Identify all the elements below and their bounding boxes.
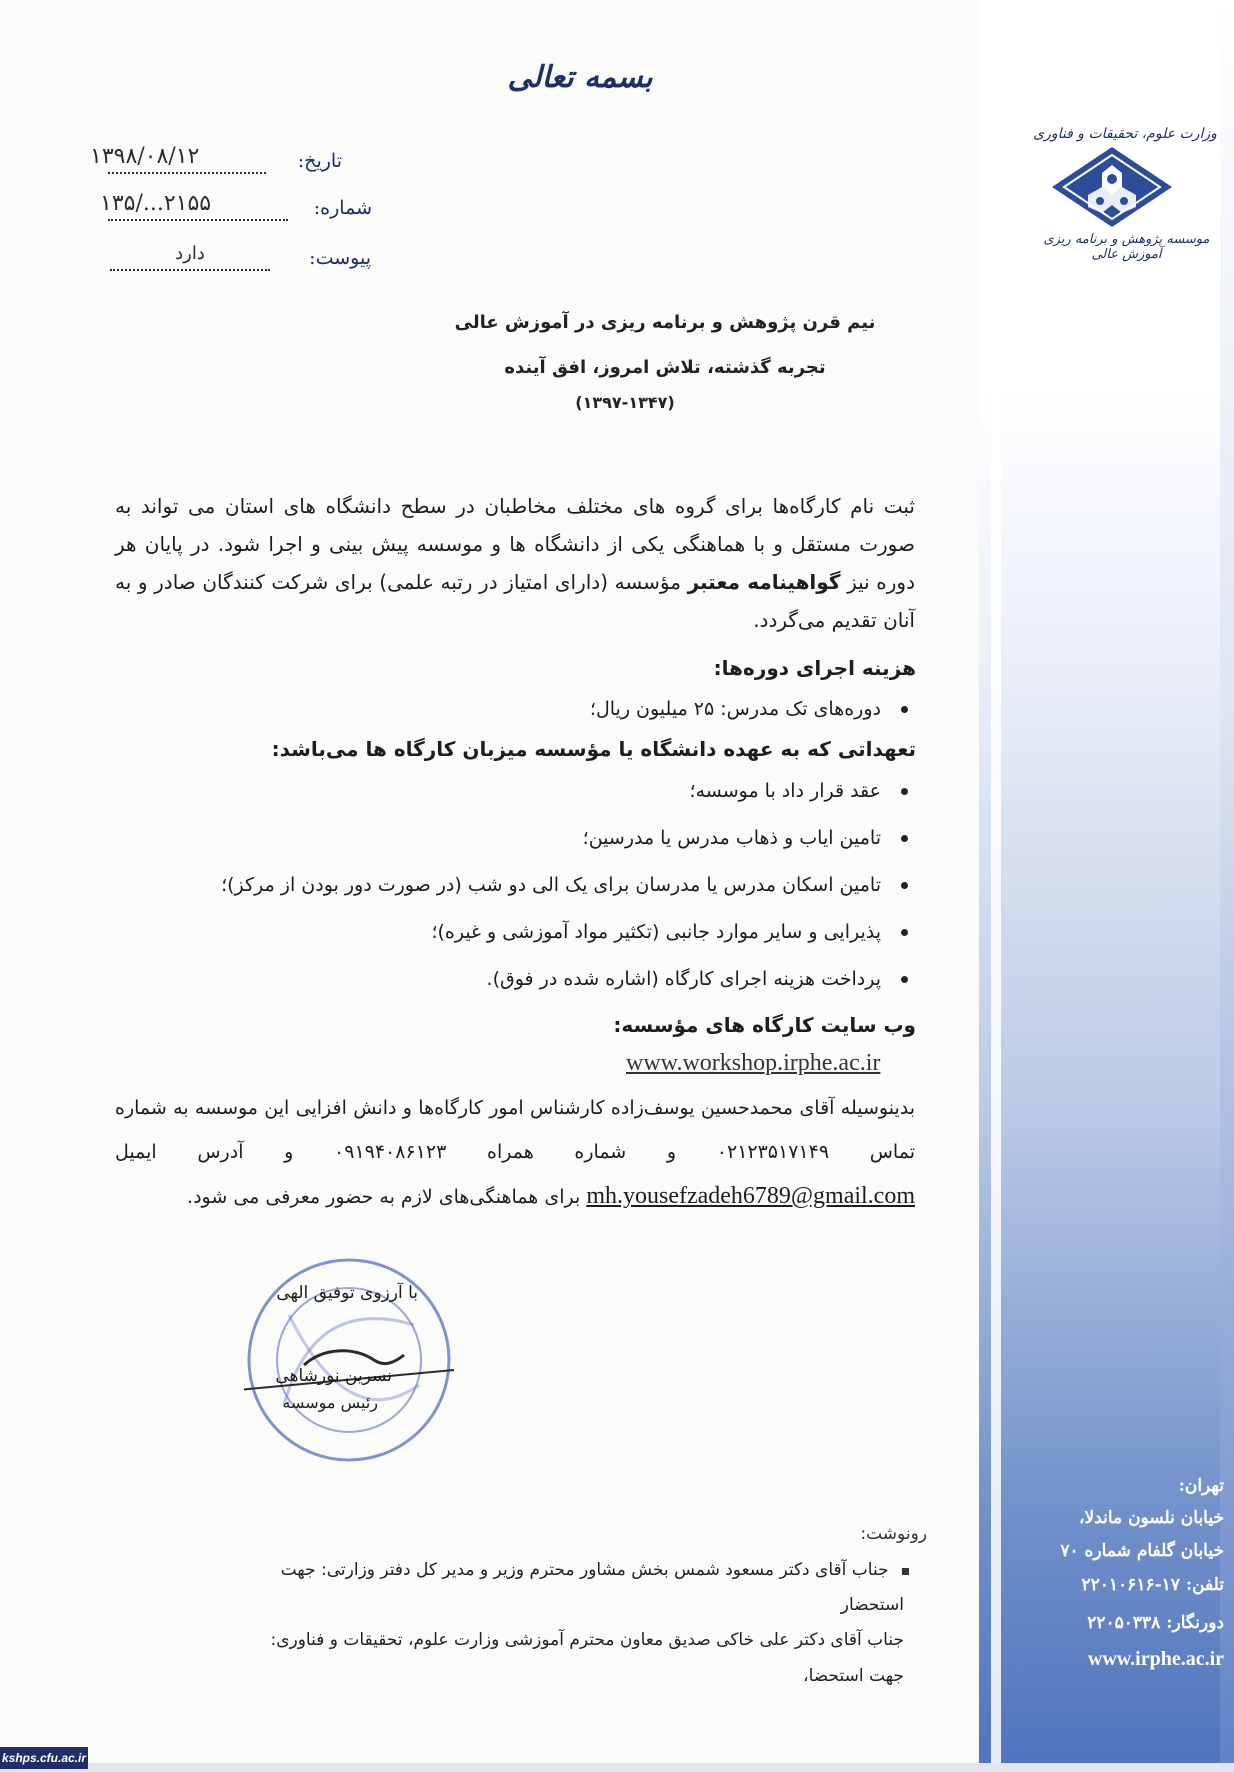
attachment-label: پیوست:	[309, 247, 371, 269]
obligations-heading: تعهداتی که به عهده دانشگاه یا مؤسسه میزبان کارگاه ها می‌باشد:	[271, 737, 916, 761]
obligation-item	[583, 827, 916, 849]
cc-line-2: جناب آقای دکتر علی خاکی صدیق معاون محترم آموزشی وزارت علوم، تحقیقات و فناوری:	[270, 1630, 904, 1650]
cost-item-text: دوره‌های تک مدرس: ۲۵ میلیون ریال؛	[589, 698, 881, 720]
number-value: ۱۳۵/...۲۱۵۵	[100, 191, 212, 216]
attachment-value: دارد	[175, 243, 205, 264]
signature-closing: با آرزوی توفیق الهی	[276, 1283, 418, 1303]
address-street-1: خیابان نلسون ماندلا،	[1079, 1508, 1224, 1528]
obligation-text: عقد قرار داد با موسسه؛	[689, 780, 881, 802]
intro-bold-text: گواهینامه معتبر	[687, 570, 841, 594]
cost-item	[590, 698, 916, 720]
contact-email-link[interactable]: mh.yousefzadeh6789@gmail.com	[586, 1183, 915, 1209]
date-row	[90, 144, 342, 184]
cc-line-2-continued: جهت استحضا،	[803, 1666, 904, 1686]
institute-name: موسسه پژوهش و برنامه ریزی آموزش عالی	[1043, 232, 1210, 262]
address-city: تهران:	[1178, 1476, 1224, 1496]
address-phone: تلفن: ۱۷-۲۲۰۱۰۶۱۶	[1081, 1575, 1224, 1595]
number-row	[100, 191, 372, 231]
website-heading: وب سایت کارگاه های مؤسسه:	[613, 1013, 916, 1037]
cc-label: رونوشت:	[860, 1524, 927, 1544]
date-label: تاریخ:	[297, 150, 342, 172]
institute-logo-icon	[1050, 145, 1175, 230]
bullet-icon	[901, 706, 908, 713]
bullet-icon	[901, 976, 908, 983]
letterhead-sidebar	[979, 0, 1234, 1772]
address-street-2: خیابان گلفام شماره ۷۰	[1060, 1541, 1224, 1561]
signer-name: نسرین نورشاهی	[275, 1366, 392, 1386]
attachment-dotted-line	[110, 269, 270, 271]
obligation-text: تامین اسکان مدرس یا مدرسان برای یک الی دو شب (در صورت دور بودن از مرکز)؛	[221, 874, 881, 896]
contact-paragraph	[115, 1086, 915, 1219]
source-tag: kshps.cfu.ac.ir	[0, 1747, 88, 1769]
ministry-name: وزارت علوم، تحقیقات و فناوری	[1033, 126, 1217, 142]
obligation-text: پرداخت هزینه اجرای کارگاه (اشاره شده در فوق).	[486, 968, 881, 990]
square-bullet-icon	[902, 1568, 909, 1575]
contact-text-1: بدینوسیله آقای محمدحسین یوسف‌زاده کارشناس امور کارگاه‌ها و دانش افزایی این موسسه به شماره تماس ۰۲۱۲۳۵۱۷۱۴۹ و شماره همراه ۰۹۱۹۴۰۸۶۱۲۳ و آدرس ایمیل	[115, 1097, 915, 1163]
intro-paragraph	[115, 487, 915, 639]
sidebar-divider	[991, 0, 1001, 1772]
date-value: ۱۳۹۸/۰۸/۱۲	[90, 144, 200, 169]
number-label: شماره:	[313, 197, 372, 219]
cc-line-1: جناب آقای دکتر مسعود شمس بخش مشاور محترم وزیر و مدیر کل دفتر وزارتی: جهت	[129, 1560, 909, 1580]
letter-years: (۱۳۹۷-۱۳۴۷)	[575, 393, 675, 412]
obligation-item	[487, 968, 916, 990]
letter-subtitle: تجربه گذشته، تلاش امروز، افق آینده	[504, 357, 826, 378]
scan-bottom-edge	[0, 1763, 1234, 1772]
address-fax: دورنگار: ۲۲۰۵۰۳۳۸	[1087, 1613, 1224, 1633]
obligation-item	[431, 921, 916, 943]
cc-line-1-continued: استحضار	[840, 1595, 904, 1615]
number-dotted-line	[108, 219, 288, 221]
bullet-icon	[901, 788, 908, 795]
website-link[interactable]: www.workshop.irphe.ac.ir	[626, 1050, 881, 1076]
date-dotted-line	[108, 172, 266, 174]
intro-text-2: مؤسسه (دارای امتیاز در رتبه علمی) برای شرکت کنندگان صادر و به آنان تقدیم می‌گردد.	[115, 570, 915, 632]
address-website[interactable]: www.irphe.ac.ir	[1087, 1648, 1224, 1670]
signer-role: رئیس موسسه	[282, 1393, 378, 1412]
bullet-icon	[901, 929, 908, 936]
intro-text-1: ثبت نام کارگاه‌ها برای گروه های مختلف مخاطبان در سطح دانشگاه های استان می تواند به صورت مستقل و با هماهنگی یکی از دانشگاه ها و موسسه پیش بینی و اجرا شود. در پایان هر دوره نیز	[115, 494, 915, 594]
obligation-item	[690, 780, 916, 802]
cost-heading: هزینه اجرای دوره‌ها:	[713, 656, 916, 680]
contact-text-2: برای هماهنگی‌های لازم به حضور معرفی می شود.	[187, 1186, 581, 1208]
obligation-text: پذیرایی و سایر موارد جانبی (تکثیر مواد آموزشی و غیره)؛	[431, 921, 881, 943]
bullet-icon	[901, 835, 908, 842]
basmala-heading: بسمه تعالی	[507, 60, 653, 95]
sidebar-edge-strip	[1220, 0, 1234, 1772]
attachment-row	[105, 243, 371, 281]
obligation-text: تامین ایاب و ذهاب مدرس یا مدرسین؛	[582, 827, 881, 849]
bullet-icon	[901, 882, 908, 889]
obligation-item	[221, 874, 916, 896]
letter-title: نیم قرن پژوهش و برنامه ریزی در آموزش عالی	[454, 312, 876, 333]
